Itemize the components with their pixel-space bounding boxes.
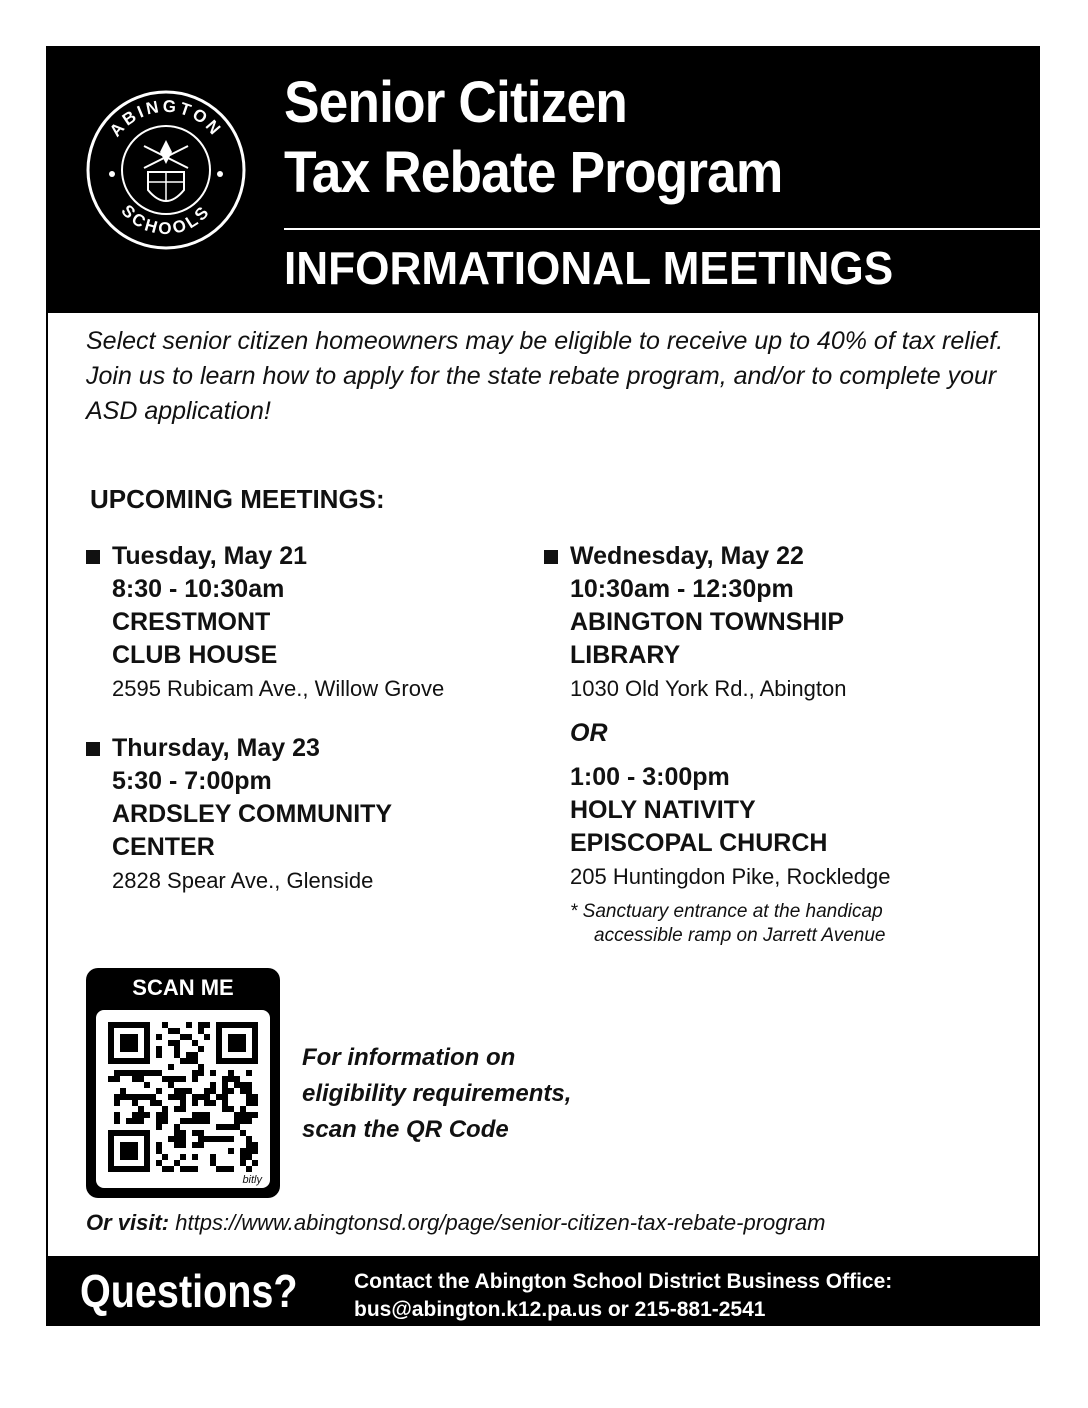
qr-instructions <box>302 1040 571 1148</box>
title-divider <box>284 228 1044 230</box>
meeting-address: 205 Huntingdon Pike, Rockledge <box>570 864 891 889</box>
meeting-date: Tuesday, May 21 <box>112 542 307 570</box>
meeting-item-alt <box>570 761 890 894</box>
svg-text:SCHOOLS: SCHOOLS <box>117 201 215 239</box>
meeting-time: 1:00 - 3:00pm <box>570 763 730 791</box>
flyer-frame <box>46 46 1040 1326</box>
meeting-address: 2828 Spear Ave., Glenside <box>112 868 374 893</box>
meeting-venue: HOLY NATIVITY <box>570 796 756 824</box>
visit-label: Or visit: <box>86 1210 170 1235</box>
meeting-time: 10:30am - 12:30pm <box>570 575 794 603</box>
title-line-2: Tax Rebate Program <box>284 140 783 205</box>
upcoming-heading: UPCOMING MEETINGS: <box>90 484 385 514</box>
qr-label: SCAN ME <box>132 975 234 1000</box>
meeting-item <box>112 540 444 706</box>
svg-text:ABINGTON: ABINGTON <box>105 96 227 141</box>
meeting-time: 5:30 - 7:00pm <box>112 767 272 795</box>
meeting-venue: EPISCOPAL CHURCH <box>570 829 828 857</box>
meeting-item <box>570 540 846 706</box>
contact-info <box>354 1268 892 1324</box>
meeting-time: 8:30 - 10:30am <box>112 575 285 603</box>
meeting-venue: CLUB HOUSE <box>112 641 278 669</box>
footer-banner <box>48 1256 1038 1324</box>
or-separator: OR <box>570 719 608 747</box>
visit-line <box>86 1208 825 1238</box>
meeting-venue: LIBRARY <box>570 641 681 669</box>
school-seal-logo <box>86 90 246 250</box>
meeting-venue: ARDSLEY COMMUNITY <box>112 800 393 828</box>
qr-text-line-1: For information on <box>302 1044 516 1071</box>
note-line-1: * Sanctuary entrance at the handicap <box>570 901 883 922</box>
meeting-address: 1030 Old York Rd., Abington <box>570 676 847 701</box>
meeting-item <box>112 732 392 898</box>
meeting-venue: CENTER <box>112 833 215 861</box>
page-title <box>284 68 782 208</box>
title-line-1: Senior Citizen <box>284 70 627 135</box>
square-bullet-icon <box>86 742 100 756</box>
intro-paragraph: Select senior citizen homeowners may be eligible to receive up to 40% of tax relief. Join us to learn how to apply for the state rebate program, and/or to complete your ASD application! <box>86 327 1004 425</box>
qr-code-card <box>86 968 280 1198</box>
qr-code-icon[interactable] <box>108 1022 258 1172</box>
meeting-venue: ABINGTON TOWNSHIP <box>570 608 845 636</box>
accessibility-note <box>570 900 886 948</box>
qr-code-frame <box>96 1010 270 1188</box>
bitly-brand: bitly <box>242 1174 262 1186</box>
contact-line-2[interactable]: bus@abington.k12.pa.us or 215-881-2541 <box>354 1298 766 1321</box>
qr-text-line-2: eligibility requirements, <box>302 1080 572 1107</box>
page-subtitle: INFORMATIONAL MEETINGS <box>284 242 894 294</box>
square-bullet-icon <box>86 550 100 564</box>
questions-heading: Questions? <box>80 1265 298 1317</box>
meeting-venue: CRESTMONT <box>112 608 271 636</box>
note-line-2: accessible ramp on Jarrett Avenue <box>594 925 886 946</box>
contact-line-1: Contact the Abington School District Business Office: <box>354 1270 893 1293</box>
meeting-date: Wednesday, May 22 <box>570 542 804 570</box>
square-bullet-icon <box>544 550 558 564</box>
meeting-date: Thursday, May 23 <box>112 734 320 762</box>
qr-text-line-3: scan the QR Code <box>302 1116 509 1143</box>
header-banner <box>48 48 1038 313</box>
visit-url-link[interactable]: https://www.abingtonsd.org/page/senior-citizen-tax-rebate-program <box>169 1210 826 1235</box>
meeting-address: 2595 Rubicam Ave., Willow Grove <box>112 676 445 701</box>
